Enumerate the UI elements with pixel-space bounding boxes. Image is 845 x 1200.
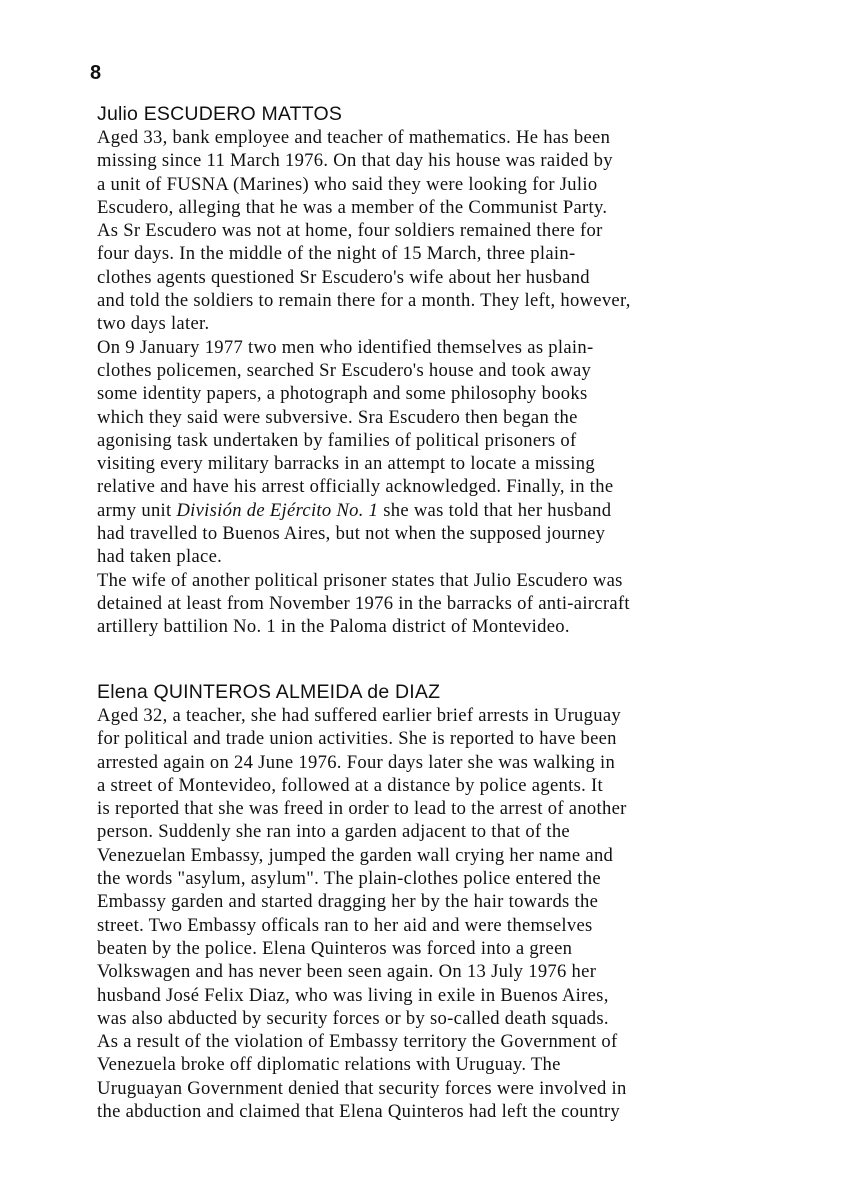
text-line: Embassy garden and started dragging her by the hair towards the bbox=[97, 891, 599, 913]
text-line: person. Suddenly she ran into a garden adjacent to that of the bbox=[97, 821, 570, 843]
text-line: visiting every military barracks in an attempt to locate a missing bbox=[97, 453, 595, 475]
text-line: Aged 33, bank employee and teacher of mathematics. He has been bbox=[97, 127, 611, 148]
text-line: beaten by the police. Elena Quinteros was forced into a green bbox=[97, 937, 573, 959]
text-line-with-italic bbox=[97, 499, 777, 522]
text-line: Uruguayan Government denied that security forces were involved in bbox=[97, 1077, 627, 1099]
text-fragment: army unit bbox=[97, 499, 177, 521]
text-line: street. Two Embassy officals ran to her aid and were themselves bbox=[97, 914, 593, 936]
text-line: a unit of FUSNA (Marines) who said they were looking for Julio bbox=[97, 173, 598, 195]
section-body bbox=[97, 126, 777, 639]
text-line: was also abducted by security forces or by so-called death squads. bbox=[97, 1007, 609, 1029]
page-number: 8 bbox=[90, 62, 102, 84]
text-line: Aged 32, a teacher, she had suffered earlier brief arrests in Uruguay bbox=[97, 705, 622, 726]
text-line: husband José Felix Diaz, who was living in exile in Buenos Aires, bbox=[97, 984, 609, 1006]
text-line: the words "asylum, asylum". The plain-clothes police entered the bbox=[97, 868, 601, 890]
section-body bbox=[97, 704, 777, 1123]
text-line: four days. In the middle of the night of 15 March, three plain- bbox=[97, 243, 576, 265]
text-line: As Sr Escudero was not at home, four soldiers remained there for bbox=[97, 220, 603, 242]
text-line: Escudero, alleging that he was a member of the Communist Party. bbox=[97, 196, 608, 218]
section-julio-escudero bbox=[97, 102, 777, 639]
text-line: had taken place. bbox=[97, 546, 223, 568]
text-fragment: she was told that her husband bbox=[378, 499, 612, 521]
text-line: and told the soldiers to remain there for a month. They left, however, bbox=[97, 290, 631, 312]
section-elena-quinteros bbox=[97, 680, 777, 1123]
text-line: for political and trade union activities. She is reported to have been bbox=[97, 728, 617, 750]
section-heading: Julio ESCUDERO MATTOS bbox=[97, 103, 343, 125]
text-line: which they said were subversive. Sra Escudero then began the bbox=[97, 406, 578, 428]
text-line: the abduction and claimed that Elena Quinteros had left the country bbox=[97, 1101, 620, 1123]
text-line: On 9 January 1977 two men who identified themselves as plain- bbox=[97, 336, 594, 358]
text-line: clothes policemen, searched Sr Escudero's house and took away bbox=[97, 359, 592, 381]
text-line: clothes agents questioned Sr Escudero's wife about her husband bbox=[97, 266, 590, 288]
italic-unit-name: División de Ejército No. 1 bbox=[176, 499, 379, 521]
text-line: two days later. bbox=[97, 313, 210, 335]
text-line: Venezuela broke off diplomatic relations with Uruguay. The bbox=[97, 1054, 561, 1076]
text-line: relative and have his arrest officially acknowledged. Finally, in the bbox=[97, 476, 614, 498]
text-line: missing since 11 March 1976. On that day his house was raided by bbox=[97, 150, 613, 172]
text-line: agonising task undertaken by families of political prisoners of bbox=[97, 429, 577, 451]
text-line: a street of Montevideo, followed at a distance by police agents. It bbox=[97, 774, 603, 796]
text-line: artillery battilion No. 1 in the Paloma district of Montevideo. bbox=[97, 616, 570, 638]
text-line: had travelled to Buenos Aires, but not when the supposed journey bbox=[97, 523, 606, 545]
text-line: arrested again on 24 June 1976. Four days later she was walking in bbox=[97, 751, 616, 773]
text-line: Volkswagen and has never been seen again. On 13 July 1976 her bbox=[97, 961, 597, 983]
text-line: detained at least from November 1976 in the barracks of anti-aircraft bbox=[97, 592, 630, 614]
text-line: Venezuelan Embassy, jumped the garden wall crying her name and bbox=[97, 844, 614, 866]
text-line: As a result of the violation of Embassy territory the Government of bbox=[97, 1031, 618, 1053]
text-line: some identity papers, a photograph and some philosophy books bbox=[97, 383, 588, 405]
section-heading: Elena QUINTEROS ALMEIDA de DIAZ bbox=[97, 681, 441, 703]
text-line: The wife of another political prisoner states that Julio Escudero was bbox=[97, 569, 623, 591]
text-line: is reported that she was freed in order to lead to the arrest of another bbox=[97, 798, 627, 820]
